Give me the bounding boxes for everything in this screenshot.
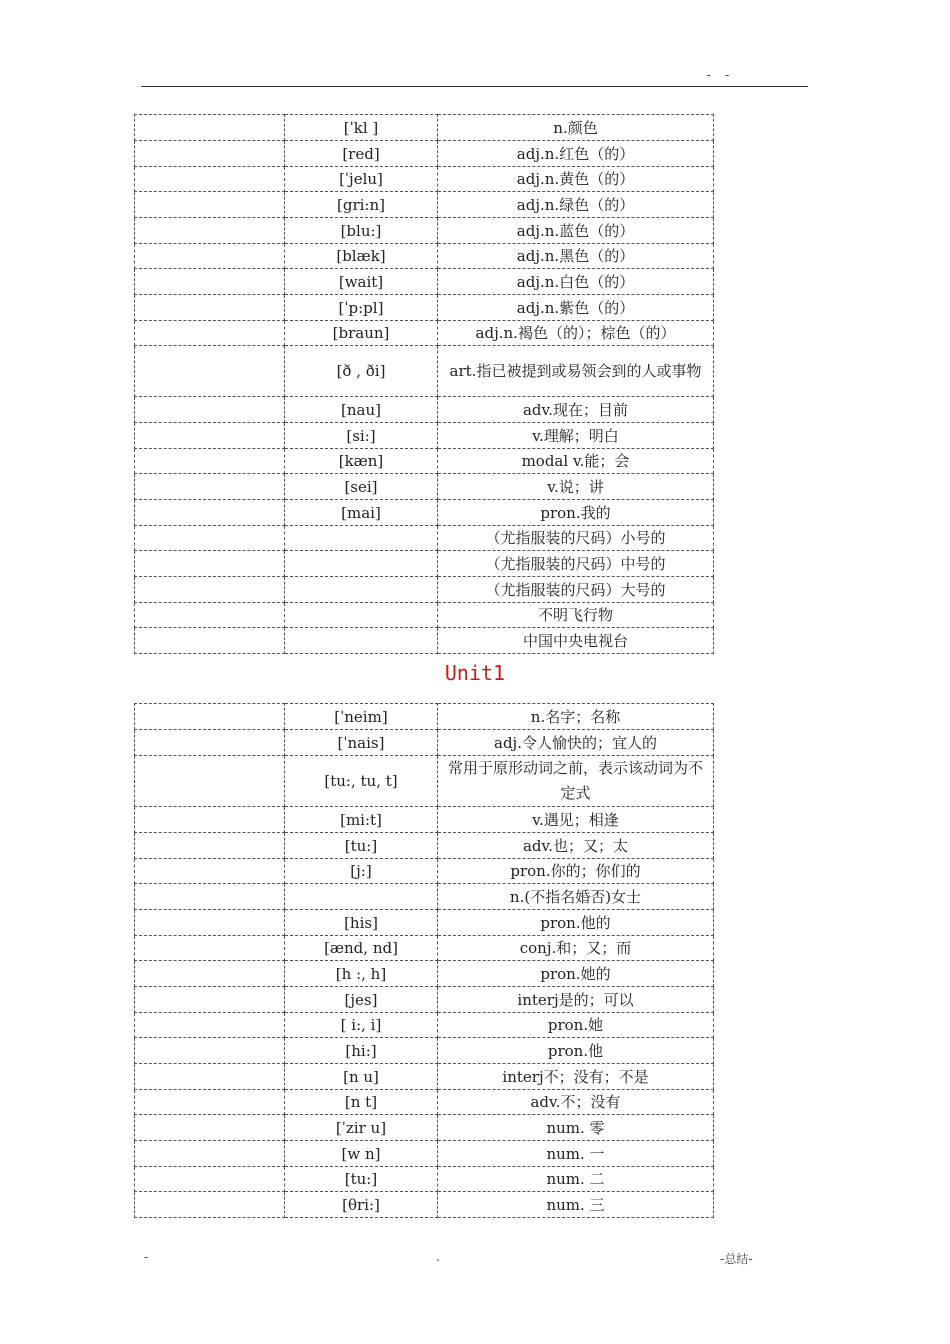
- word-cell: [135, 449, 285, 474]
- phonetic-cell: [tu:]: [285, 833, 438, 859]
- meaning-cell: v.遇见；相逢: [438, 807, 714, 833]
- phonetic-cell: [285, 884, 438, 910]
- meaning-cell: adj.n.黄色（的）: [438, 167, 714, 192]
- meaning-cell: modal v.能；会: [438, 449, 714, 474]
- meaning-cell: （尤指服装的尺码）大号的: [438, 577, 714, 603]
- word-cell: [135, 1115, 285, 1141]
- table-row: [135, 1064, 714, 1090]
- meaning-cell: pron.她的: [438, 961, 714, 987]
- meaning-cell: pron.她: [438, 1013, 714, 1038]
- phonetic-cell: [ˈneim]: [285, 704, 438, 730]
- phonetic-cell: [ˈnais]: [285, 730, 438, 756]
- word-cell: [135, 167, 285, 192]
- phonetic-cell: [θri:]: [285, 1192, 438, 1218]
- phonetic-cell: [mai]: [285, 500, 438, 526]
- table-row: [135, 526, 714, 551]
- table-row: [135, 807, 714, 833]
- word-cell: [135, 1167, 285, 1192]
- word-cell: [135, 115, 285, 141]
- meaning-cell: adv.现在；目前: [438, 397, 714, 423]
- table-row: [135, 1115, 714, 1141]
- vocabulary-table-unit1: [134, 703, 714, 1218]
- phonetic-cell: [nau]: [285, 397, 438, 423]
- table-row: [135, 628, 714, 654]
- table-row: [135, 321, 714, 346]
- table-row: [135, 833, 714, 859]
- phonetic-cell: [ˈzir u]: [285, 1115, 438, 1141]
- word-cell: [135, 295, 285, 321]
- table-row: [135, 167, 714, 192]
- table-row: [135, 397, 714, 423]
- table-row: [135, 577, 714, 603]
- word-cell: [135, 961, 285, 987]
- meaning-cell: adj.n.紫色（的）: [438, 295, 714, 321]
- phonetic-cell: [w n]: [285, 1141, 438, 1167]
- word-cell: [135, 756, 285, 807]
- word-cell: [135, 730, 285, 756]
- table-row: [135, 1192, 714, 1218]
- meaning-cell: num. 三: [438, 1192, 714, 1218]
- phonetic-cell: [tu:]: [285, 1167, 438, 1192]
- table-row: [135, 551, 714, 577]
- word-cell: [135, 321, 285, 346]
- word-cell: [135, 423, 285, 449]
- table-row: [135, 141, 714, 167]
- phonetic-cell: [285, 577, 438, 603]
- phonetic-cell: [n u]: [285, 1064, 438, 1090]
- phonetic-cell: [285, 628, 438, 654]
- meaning-cell: 中国中央电视台: [438, 628, 714, 654]
- table-row: [135, 269, 714, 295]
- word-cell: [135, 628, 285, 654]
- phonetic-cell: [blu:]: [285, 218, 438, 244]
- phonetic-cell: [mi:t]: [285, 807, 438, 833]
- phonetic-cell: [ænd, nd]: [285, 936, 438, 961]
- table-row: [135, 704, 714, 730]
- meaning-cell: adj.n.红色（的）: [438, 141, 714, 167]
- phonetic-cell: [jes]: [285, 987, 438, 1013]
- word-cell: [135, 833, 285, 859]
- phonetic-cell: [285, 526, 438, 551]
- phonetic-cell: [j:]: [285, 859, 438, 884]
- meaning-cell: conj.和；又；而: [438, 936, 714, 961]
- table-row: [135, 730, 714, 756]
- phonetic-cell: [braun]: [285, 321, 438, 346]
- meaning-cell: n.(不指名婚否)女士: [438, 884, 714, 910]
- phonetic-cell: [ i:, i]: [285, 1013, 438, 1038]
- header-mark: - -: [705, 68, 733, 82]
- table-row: [135, 474, 714, 500]
- table-row: [135, 884, 714, 910]
- word-cell: [135, 807, 285, 833]
- word-cell: [135, 244, 285, 269]
- word-cell: [135, 346, 285, 397]
- meaning-cell: 常用于原形动词之前，表示该动词为不定式: [438, 756, 714, 807]
- word-cell: [135, 936, 285, 961]
- meaning-cell: v.说；讲: [438, 474, 714, 500]
- meaning-cell: art.指已被提到或易领会到的人或事物: [438, 346, 714, 397]
- phonetic-cell: [si:]: [285, 423, 438, 449]
- word-cell: [135, 1141, 285, 1167]
- table-row: [135, 936, 714, 961]
- table-row: [135, 1013, 714, 1038]
- word-cell: [135, 910, 285, 936]
- footer-left: -: [144, 1250, 149, 1264]
- phonetic-cell: [wait]: [285, 269, 438, 295]
- word-cell: [135, 500, 285, 526]
- table-row: [135, 449, 714, 474]
- phonetic-cell: [285, 551, 438, 577]
- meaning-cell: n.颜色: [438, 115, 714, 141]
- word-cell: [135, 269, 285, 295]
- meaning-cell: （尤指服装的尺码）中号的: [438, 551, 714, 577]
- table-row: [135, 961, 714, 987]
- meaning-cell: adj.令人愉快的；宜人的: [438, 730, 714, 756]
- meaning-cell: pron.你的；你们的: [438, 859, 714, 884]
- word-cell: [135, 397, 285, 423]
- meaning-cell: pron.我的: [438, 500, 714, 526]
- meaning-cell: v.理解；明白: [438, 423, 714, 449]
- footer-right: -总结-: [720, 1252, 753, 1266]
- phonetic-cell: [blæk]: [285, 244, 438, 269]
- word-cell: [135, 987, 285, 1013]
- table-row: [135, 218, 714, 244]
- table-row: [135, 295, 714, 321]
- word-cell: [135, 526, 285, 551]
- phonetic-cell: [ˈp:pl]: [285, 295, 438, 321]
- meaning-cell: num. 二: [438, 1167, 714, 1192]
- unit-title: Unit1: [444, 661, 506, 685]
- word-cell: [135, 551, 285, 577]
- vocabulary-table-colors: [134, 114, 714, 654]
- phonetic-cell: [tu:, tu, t]: [285, 756, 438, 807]
- phonetic-cell: [285, 603, 438, 628]
- meaning-cell: adj.n.绿色（的）: [438, 192, 714, 218]
- meaning-cell: adv.也；又；太: [438, 833, 714, 859]
- table-row: [135, 423, 714, 449]
- phonetic-cell: [his]: [285, 910, 438, 936]
- word-cell: [135, 1038, 285, 1064]
- table-row: [135, 346, 714, 397]
- table-row: [135, 603, 714, 628]
- footer-center: .: [436, 1250, 440, 1264]
- table-row: [135, 500, 714, 526]
- word-cell: [135, 1090, 285, 1115]
- meaning-cell: （尤指服装的尺码）小号的: [438, 526, 714, 551]
- word-cell: [135, 141, 285, 167]
- table-row: [135, 1038, 714, 1064]
- word-cell: [135, 1192, 285, 1218]
- table-row: [135, 756, 714, 807]
- meaning-cell: num. 一: [438, 1141, 714, 1167]
- word-cell: [135, 474, 285, 500]
- phonetic-cell: [kæn]: [285, 449, 438, 474]
- meaning-cell: adv.不；没有: [438, 1090, 714, 1115]
- phonetic-cell: [sei]: [285, 474, 438, 500]
- table-row: [135, 1167, 714, 1192]
- phonetic-cell: [ˈjelu]: [285, 167, 438, 192]
- meaning-cell: pron.他的: [438, 910, 714, 936]
- word-cell: [135, 704, 285, 730]
- meaning-cell: 不明飞行物: [438, 603, 714, 628]
- table-row: [135, 1141, 714, 1167]
- meaning-cell: interj不；没有；不是: [438, 1064, 714, 1090]
- meaning-cell: interj是的；可以: [438, 987, 714, 1013]
- word-cell: [135, 577, 285, 603]
- table-row: [135, 115, 714, 141]
- meaning-cell: num. 零: [438, 1115, 714, 1141]
- table-row: [135, 244, 714, 269]
- meaning-cell: adj.n.白色（的）: [438, 269, 714, 295]
- word-cell: [135, 1064, 285, 1090]
- phonetic-cell: [ˈkl ]: [285, 115, 438, 141]
- table-row: [135, 859, 714, 884]
- table-row: [135, 1090, 714, 1115]
- word-cell: [135, 884, 285, 910]
- word-cell: [135, 1013, 285, 1038]
- meaning-cell: adj.n.蓝色（的）: [438, 218, 714, 244]
- table-row: [135, 987, 714, 1013]
- word-cell: [135, 859, 285, 884]
- meaning-cell: adj.n.褐色（的）；棕色（的）: [438, 321, 714, 346]
- word-cell: [135, 192, 285, 218]
- meaning-cell: adj.n.黑色（的）: [438, 244, 714, 269]
- phonetic-cell: [gri:n]: [285, 192, 438, 218]
- word-cell: [135, 603, 285, 628]
- phonetic-cell: [ð , ði]: [285, 346, 438, 397]
- table-row: [135, 192, 714, 218]
- meaning-cell: n.名字；名称: [438, 704, 714, 730]
- phonetic-cell: [hi:]: [285, 1038, 438, 1064]
- phonetic-cell: [h :, h]: [285, 961, 438, 987]
- phonetic-cell: [n t]: [285, 1090, 438, 1115]
- word-cell: [135, 218, 285, 244]
- meaning-cell: pron.他: [438, 1038, 714, 1064]
- phonetic-cell: [red]: [285, 141, 438, 167]
- table-row: [135, 910, 714, 936]
- header-rule: [141, 86, 808, 87]
